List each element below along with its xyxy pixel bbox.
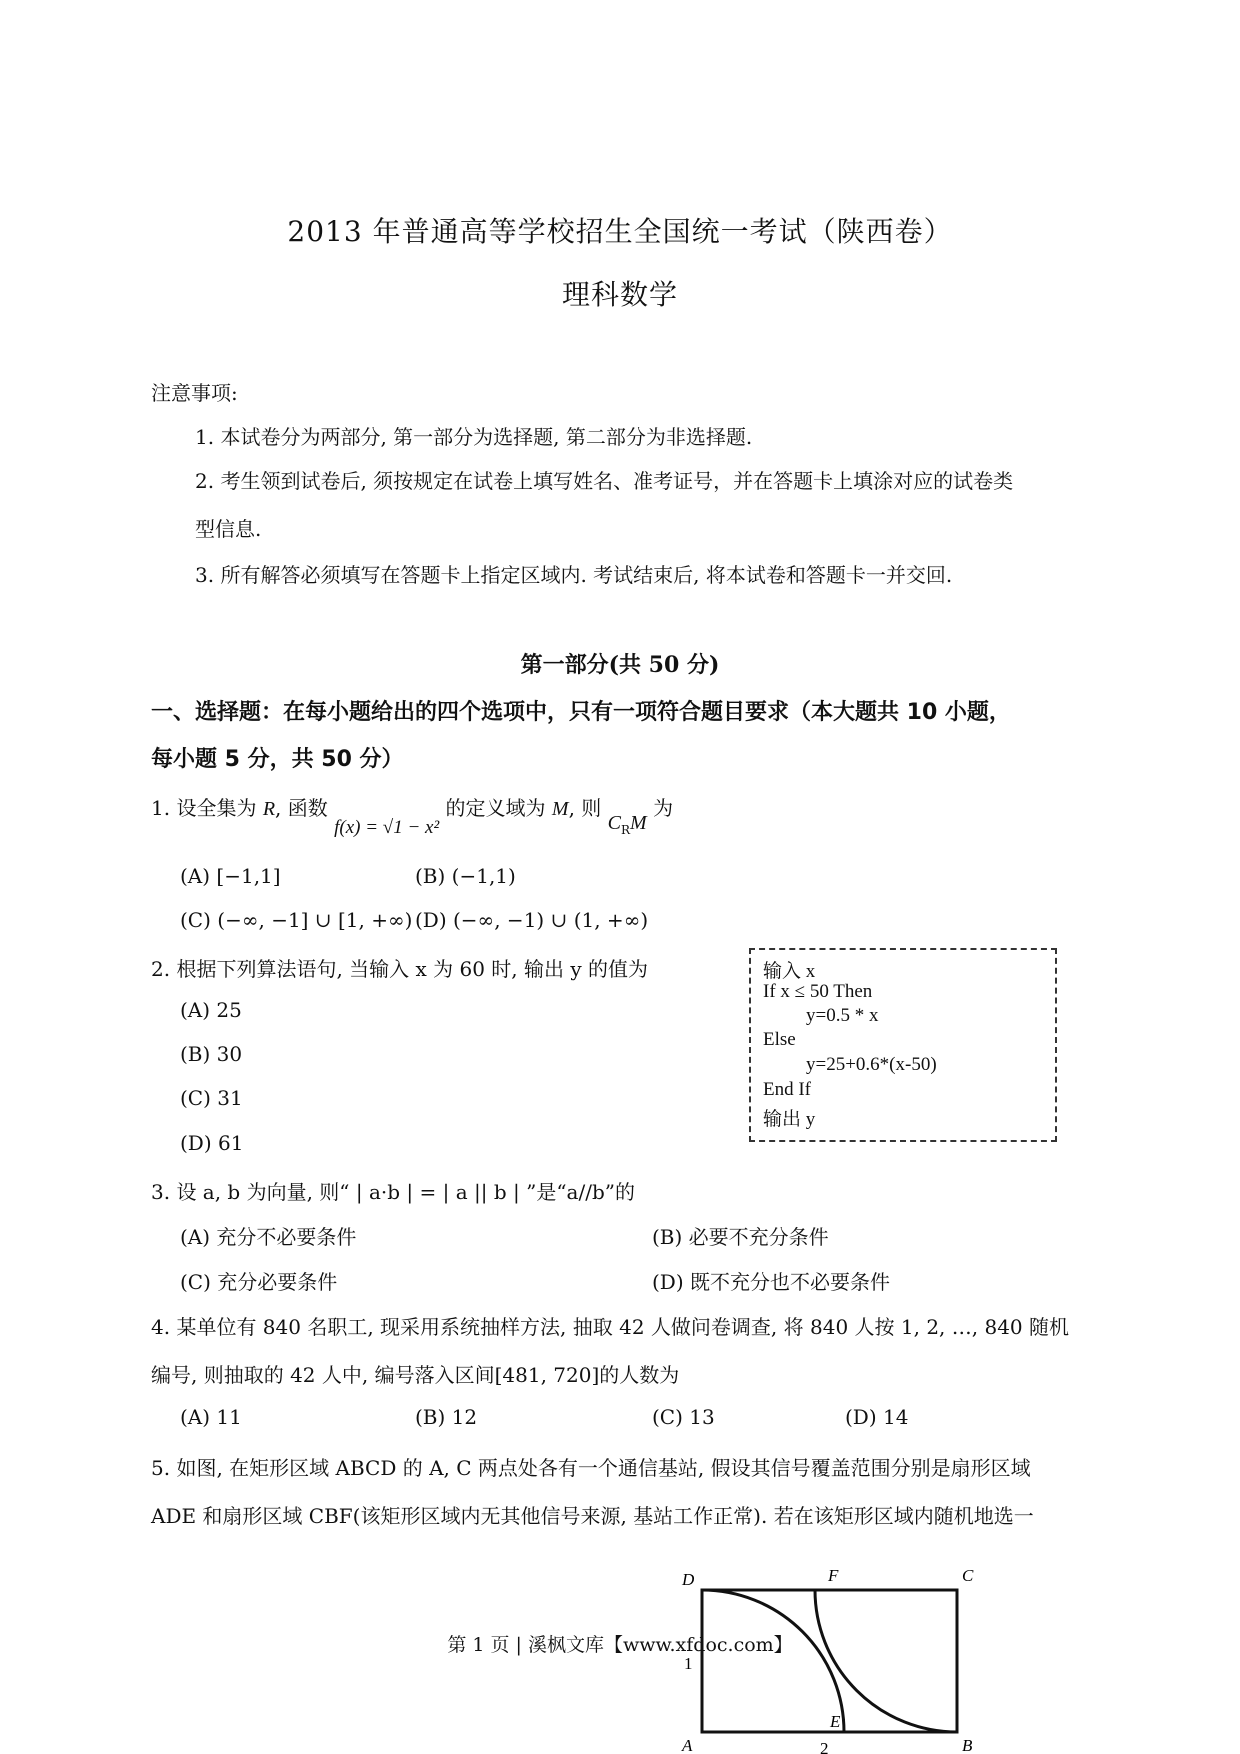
algorithm-box [749, 948, 1057, 1142]
q1-complement-sub: R [621, 823, 631, 837]
exam-title: 2013 年普通高等学校招生全国统一考试（陕西卷） [287, 215, 953, 248]
q2-option-b: (B) 30 [180, 1042, 243, 1066]
label-f: F [828, 1566, 839, 1585]
q4-stem-line2: 编号, 则抽取的 42 人中, 编号落入区间[481, 720]的人数为 [151, 1363, 680, 1387]
code-line-2: If x ≤ 50 Then [763, 981, 873, 1002]
q1-option-c: (C) (−∞, −1] ∪ [1, +∞) [180, 908, 413, 932]
q1-complement-C: C [607, 812, 621, 834]
q1-option-a: (A) [−1,1] [180, 864, 281, 888]
q1-R: R [262, 798, 276, 820]
q1-option-d: (D) (−∞, −1) ∪ (1, +∞) [415, 908, 649, 932]
label-c: C [962, 1566, 974, 1585]
q1-stem [151, 792, 674, 838]
code-line-6: End If [763, 1079, 812, 1100]
label-e: E [830, 1712, 841, 1731]
rectangle-figure [680, 1565, 1000, 1754]
q1-post: 为 [653, 796, 674, 820]
q4-option-c: (C) 13 [652, 1405, 715, 1429]
notice-item-2: 2. 考生领到试卷后, 须按规定在试卷上填写姓名、准考证号，并在答题卡上填涂对应的试卷类 [195, 469, 1014, 493]
page-footer: 第 1 页 | 溪枫文库【www.xfdoc.com】 [447, 1634, 793, 1656]
q1-mid3: , 则 [568, 796, 602, 820]
q4-option-d: (D) 14 [845, 1405, 909, 1429]
label-side-2: 2 [820, 1739, 829, 1754]
q2-option-a: (A) 25 [180, 998, 242, 1022]
code-line-4: Else [763, 1029, 796, 1050]
q2-option-d: (D) 61 [180, 1131, 244, 1155]
notice-item-3: 3. 所有解答必须填写在答题卡上指定区域内. 考试结束后, 将本试卷和答题卡一并交回. [195, 563, 953, 587]
q4-option-a: (A) 11 [180, 1405, 242, 1429]
q1-mid2: 的定义域为 [445, 796, 546, 820]
notice-item-1: 1. 本试卷分为两部分, 第一部分为选择题, 第二部分为非选择题. [195, 425, 753, 449]
arc-bf [815, 1590, 957, 1732]
q1-mid1: , 函数 [275, 796, 328, 820]
q3-stem: 3. 设 a, b 为向量, 则“ | a·b | = | a || b | ”是“a//b”的 [151, 1180, 635, 1204]
q3-option-b: (B) 必要不充分条件 [652, 1225, 829, 1249]
q3-option-d: (D) 既不充分也不必要条件 [652, 1270, 890, 1294]
code-line-5: y=25+0.6*(x-50) [806, 1054, 937, 1075]
section-heading-line1: 一、选择题：在每小题给出的四个选项中，只有一项符合题目要求（本大题共 10 小题， [151, 700, 1011, 725]
q1-pre: 1. 设全集为 [151, 796, 257, 820]
code-line-1: 输入 x [763, 961, 816, 982]
q1-option-b: (B) (−1,1) [415, 864, 516, 888]
label-d: D [682, 1570, 695, 1589]
label-a: A [682, 1736, 693, 1754]
q4-stem-line1: 4. 某单位有 840 名职工, 现采用系统抽样方法, 抽取 42 人做问卷调查, 将 840 人按 1, 2, …, 840 随机 [151, 1315, 1070, 1339]
q5-stem-line2: ADE 和扇形区域 CBF(该矩形区域内无其他信号来源, 基站工作正常). 若在该矩形区域内随机地选一 [151, 1504, 1034, 1528]
rectangle-abcd [702, 1590, 957, 1732]
q5-stem-line1: 5. 如图, 在矩形区域 ABCD 的 A, C 两点处各有一个通信基站, 假设其信号覆盖范围分别是扇形区域 [151, 1456, 1031, 1480]
q3-option-a: (A) 充分不必要条件 [180, 1225, 357, 1249]
q1-function: f(x) = √1 − x² [334, 817, 440, 838]
label-side-1: 1 [684, 1654, 693, 1673]
section-heading-line2: 每小题 5 分，共 50 分） [151, 747, 404, 772]
q2-option-c: (C) 31 [180, 1086, 243, 1110]
notice-heading: 注意事项: [151, 381, 238, 405]
q3-option-c: (C) 充分必要条件 [180, 1270, 338, 1294]
q1-complement [607, 810, 647, 837]
q1-M: M [551, 798, 569, 820]
q1-complement-M: M [630, 812, 647, 834]
q4-option-b: (B) 12 [415, 1405, 478, 1429]
exam-subtitle: 理科数学 [561, 278, 678, 311]
label-b: B [962, 1736, 973, 1754]
notice-item-2-cont: 型信息. [195, 517, 262, 541]
code-line-3: y=0.5 * x [806, 1005, 879, 1026]
arc-de [702, 1590, 844, 1732]
code-line-7: 输出 y [763, 1109, 816, 1130]
part1-heading: 第一部分(共 50 分) [520, 652, 720, 678]
q2-stem: 2. 根据下列算法语句, 当输入 x 为 60 时, 输出 y 的值为 [151, 957, 649, 981]
